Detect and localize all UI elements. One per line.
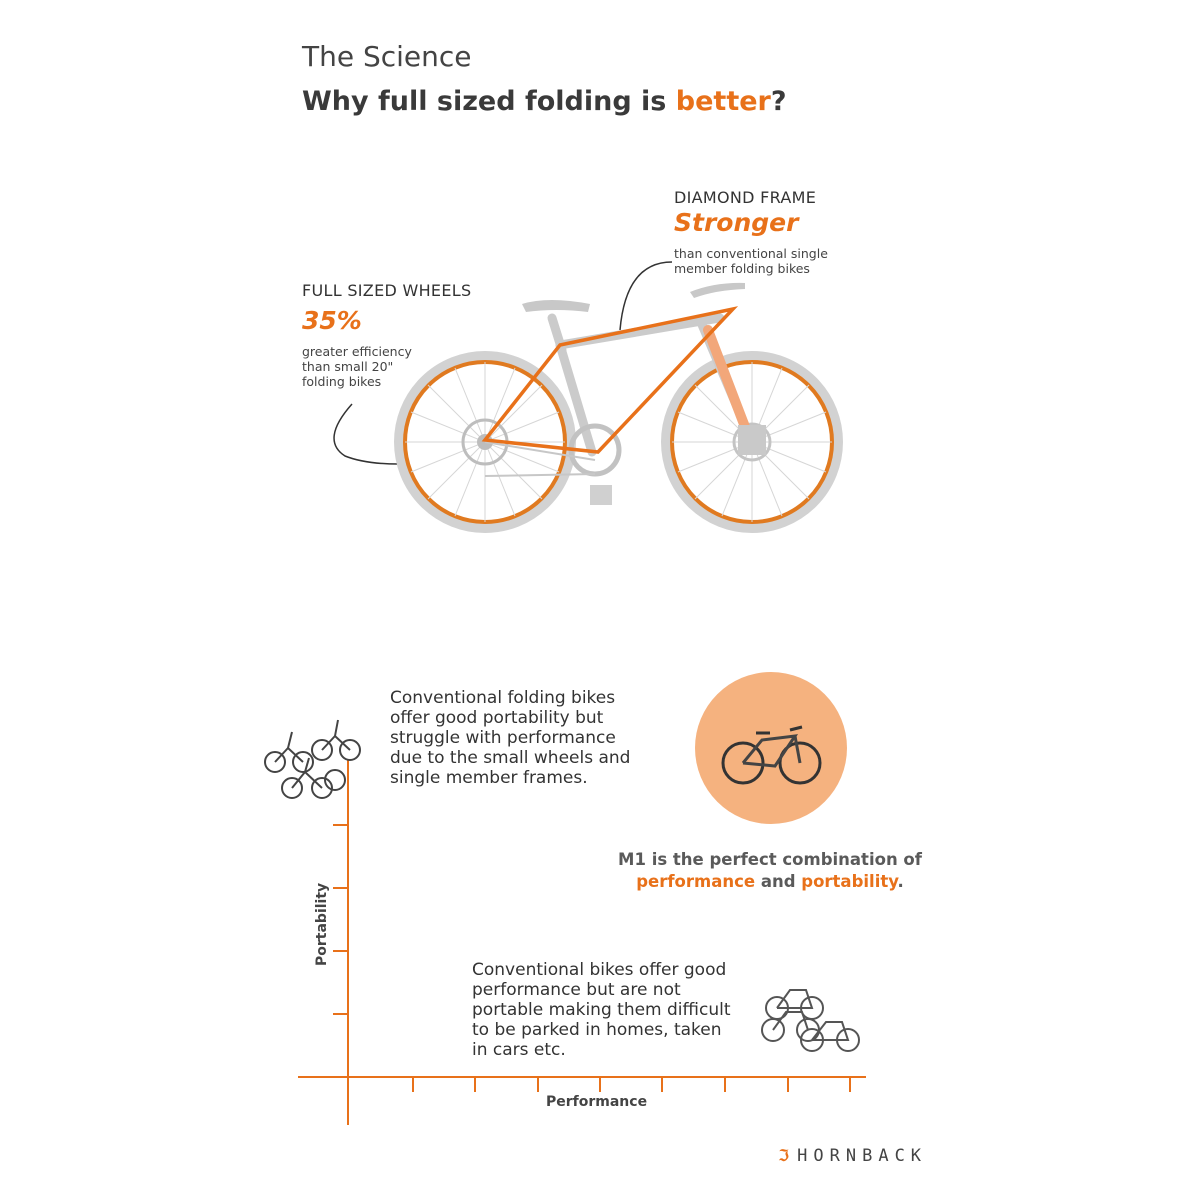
frame-description-line: than conventional single: [674, 246, 828, 261]
folding-bikes-icon: [265, 720, 360, 798]
frame-description-line: member folding bikes: [674, 261, 810, 276]
saddle: [522, 300, 590, 312]
conventional-text-line: portable making them difficult: [472, 1000, 731, 1020]
wheels-callout-headline: 35%: [302, 306, 362, 335]
m1-and-word: and: [755, 872, 802, 891]
wheels-description-line: greater efficiency: [302, 344, 412, 359]
m1-portability-word: portability: [801, 872, 898, 891]
front-fork: [708, 330, 750, 440]
m1-highlight-circle: [695, 672, 847, 824]
conventional-text-line: to be parked in homes, taken: [472, 1020, 722, 1040]
conventional-text-line: performance but are not: [472, 980, 681, 1000]
frame-leader-line: [620, 262, 672, 330]
wheels-callout-label: FULL SIZED WHEELS: [302, 281, 472, 300]
folding-text-line: due to the small wheels and: [390, 748, 631, 768]
title-highlight: better: [675, 86, 771, 117]
folding-text-line: struggle with performance: [390, 728, 616, 748]
wheels-leader-line: [334, 404, 398, 464]
frame-callout-label: DIAMOND FRAME: [674, 188, 817, 207]
brand-name: HORNBACK: [797, 1146, 928, 1166]
handlebar: [690, 283, 745, 298]
kickstand: [590, 485, 612, 505]
m1-summary-line1: M1 is the perfect combination of: [618, 850, 922, 869]
conventional-text-line: in cars etc.: [472, 1040, 566, 1060]
folding-text-line: Conventional folding bikes: [390, 688, 616, 708]
y-axis-label: Portability: [314, 882, 330, 966]
m1-period: .: [897, 872, 904, 891]
folding-text-line: offer good portability but: [390, 708, 604, 728]
section-kicker: The Science: [302, 40, 472, 73]
folding-text-line: single member frames.: [390, 768, 588, 788]
conventional-text-line: Conventional bikes offer good: [472, 960, 727, 980]
brand-logo-icon: ℑ: [778, 1146, 790, 1165]
m1-performance-word: performance: [636, 872, 756, 891]
title-text: Why full sized folding is: [302, 86, 676, 117]
conventional-bikes-icon: [762, 990, 859, 1051]
wheels-description-line: than small 20": [302, 359, 394, 374]
wheels-description-line: folding bikes: [302, 374, 382, 389]
brand-mark: [778, 1146, 927, 1166]
frame-callout-headline: Stronger: [674, 208, 799, 237]
disc-brake: [738, 425, 766, 455]
title-question-mark: ?: [770, 86, 787, 117]
x-axis-label: Performance: [546, 1094, 648, 1110]
positioning-chart: [0, 640, 1200, 1200]
